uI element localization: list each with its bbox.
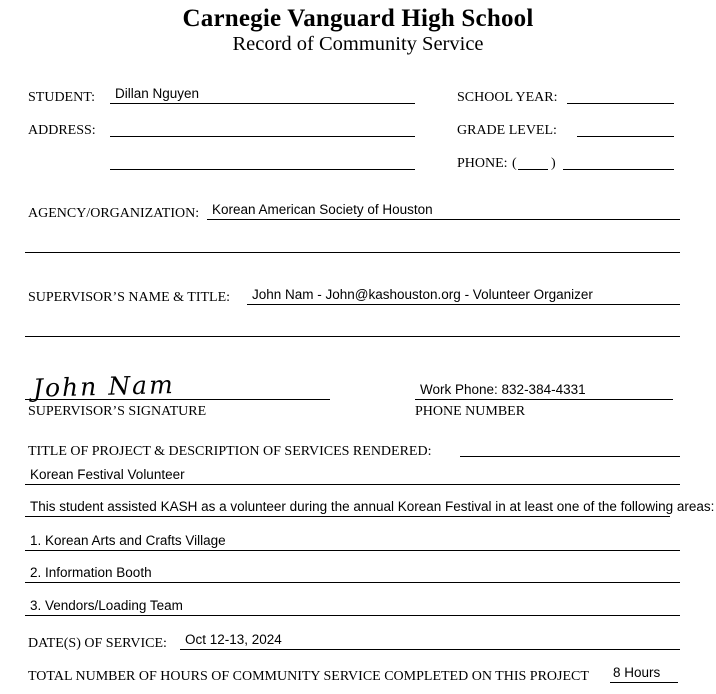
- project-title-value: Korean Festival Volunteer: [30, 467, 185, 482]
- supervisor-name-title-label: SUPERVISOR’S NAME & TITLE:: [28, 290, 231, 305]
- page-title: Carnegie Vanguard High School: [182, 5, 534, 32]
- address-field-line2[interactable]: [110, 149, 415, 170]
- dates-of-service-field[interactable]: [180, 629, 680, 650]
- total-hours-value: 8 Hours: [613, 665, 661, 680]
- address-label: ADDRESS:: [28, 123, 96, 138]
- agency-value: Korean American Society of Houston: [212, 202, 433, 217]
- service-area-3: 3. Vendors/Loading Team: [30, 598, 183, 613]
- school-year-value: [567, 101, 572, 103]
- dates-of-service-label: DATE(S) OF SERVICE:: [28, 636, 167, 651]
- project-description-line[interactable]: [25, 496, 715, 517]
- supervisor-signature-field[interactable]: [25, 365, 330, 403]
- grade-level-field[interactable]: [577, 116, 674, 137]
- project-title-field[interactable]: [460, 436, 680, 457]
- project-description-value: This student assisted KASH as a volunteer during the annual Korean Festival in at least one of the following areas:: [30, 499, 715, 514]
- phone-paren-close: ): [551, 156, 556, 171]
- school-year-label: SCHOOL YEAR:: [457, 90, 558, 105]
- service-area-1: 1. Korean Arts and Crafts Village: [30, 533, 226, 548]
- agency-label: AGENCY/ORGANIZATION:: [28, 206, 200, 221]
- project-title-line[interactable]: [25, 464, 680, 485]
- work-phone-value: Work Phone: 832-384-4331: [420, 382, 586, 397]
- address-value-line2: [110, 167, 115, 169]
- grade-level-value: [577, 134, 582, 136]
- phone-field[interactable]: [563, 149, 674, 170]
- phone-area-code-value: [518, 167, 523, 169]
- supervisor-name-title-field[interactable]: [247, 284, 680, 305]
- school-year-field[interactable]: [567, 83, 674, 104]
- work-phone-field[interactable]: [415, 379, 673, 400]
- agency-overflow-value: [25, 250, 30, 252]
- service-area-line-2[interactable]: [25, 562, 680, 583]
- phone-value: [563, 167, 568, 169]
- total-hours-label: TOTAL NUMBER OF HOURS OF COMMUNITY SERVICE COMPLETED ON THIS PROJECT: [28, 669, 589, 684]
- address-value-line1: [110, 134, 115, 136]
- student-label: STUDENT:: [28, 90, 95, 105]
- service-area-line-1[interactable]: [25, 530, 680, 551]
- address-field-line1[interactable]: [110, 116, 415, 137]
- form-subtitle: Record of Community Service: [232, 33, 484, 55]
- service-area-line-3[interactable]: [25, 595, 680, 616]
- supervisor-signature-value: John Nam: [32, 370, 176, 403]
- total-hours-field[interactable]: [610, 662, 678, 683]
- agency-overflow-field[interactable]: [25, 232, 680, 253]
- agency-field[interactable]: [207, 199, 680, 220]
- supervisor-overflow-field[interactable]: [25, 316, 680, 337]
- supervisor-signature-label: SUPERVISOR’S SIGNATURE: [28, 404, 207, 419]
- project-title-label: TITLE OF PROJECT & DESCRIPTION OF SERVICES RENDERED:: [28, 444, 432, 459]
- phone-area-code-field[interactable]: [518, 149, 548, 170]
- service-area-2: 2. Information Booth: [30, 565, 152, 580]
- grade-level-label: GRADE LEVEL:: [457, 123, 557, 138]
- project-title-field-value: [460, 454, 465, 456]
- student-value: Dillan Nguyen: [115, 86, 200, 101]
- phone-label: PHONE:: [457, 156, 508, 171]
- student-field[interactable]: [110, 83, 415, 104]
- supervisor-overflow-value: [25, 334, 30, 336]
- dates-of-service-value: Oct 12-13, 2024: [185, 632, 282, 647]
- phone-paren-open: (: [512, 156, 517, 171]
- supervisor-name-title-value: John Nam - John@kashouston.org - Volunteer Organizer: [252, 287, 593, 302]
- phone-number-label: PHONE NUMBER: [415, 404, 526, 419]
